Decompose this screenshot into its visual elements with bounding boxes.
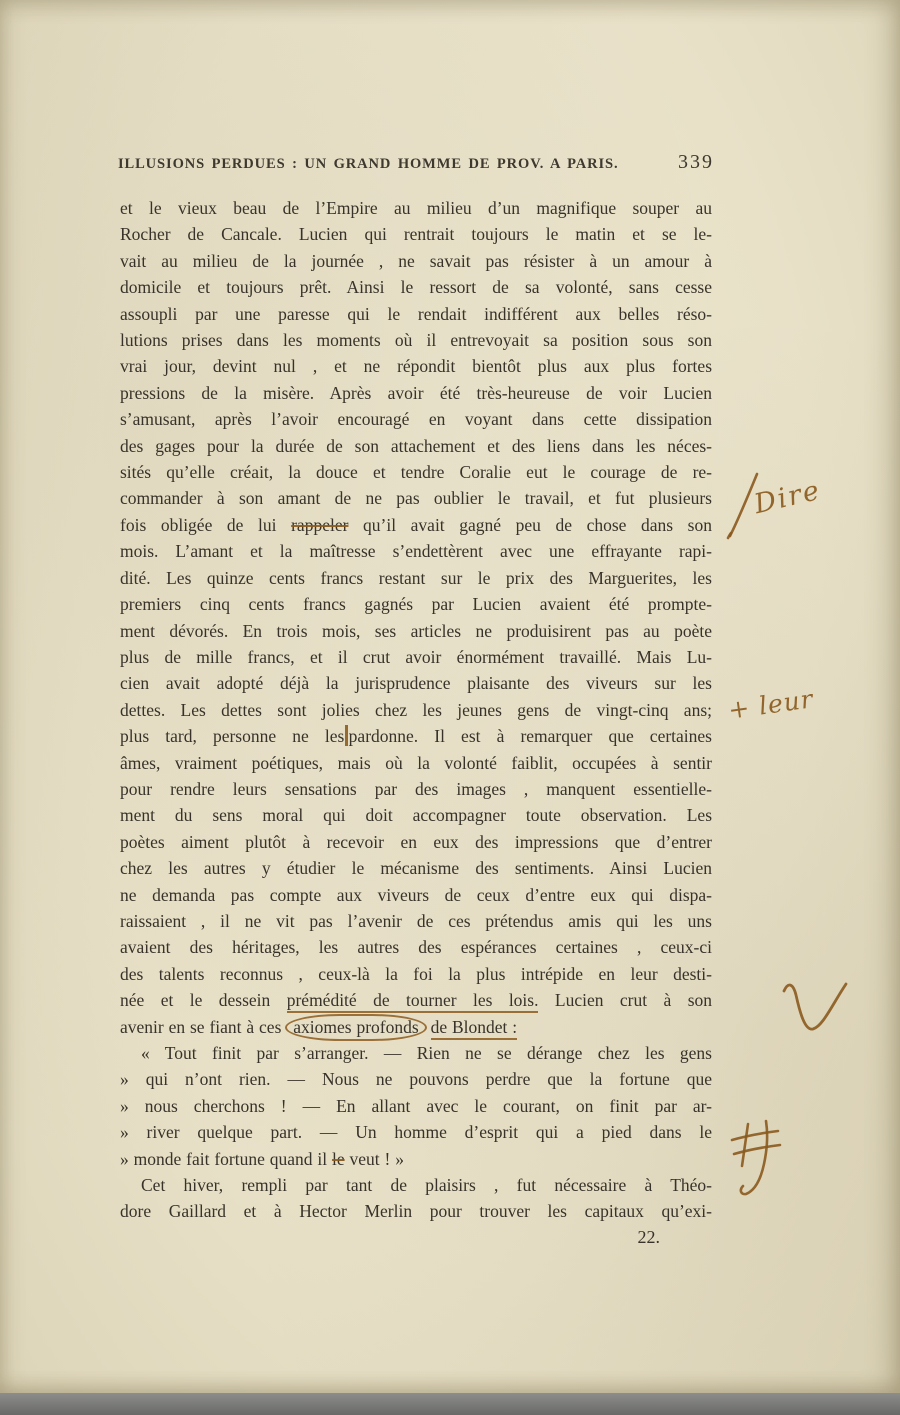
text-line [120, 1198, 712, 1224]
text-segment: Cet hiver, rempli par tant de plaisirs , fut nécessaire à Théo- [141, 1175, 712, 1196]
text-segment: vait au milieu de la journée , ne savait pas résister à un amour à [120, 250, 712, 271]
margin-annotation-correction [726, 468, 846, 543]
margin-annotation-dele [726, 1118, 794, 1200]
text-segment: Lucien crut à son [538, 990, 713, 1011]
text-segment: des gages pour la durée de son attachement et des liens dans les néces- [120, 435, 712, 456]
text-line [120, 485, 712, 511]
ink-mark-strike: rappeler [291, 514, 349, 535]
text-line [120, 723, 712, 749]
text-line [120, 670, 712, 696]
text-line [120, 750, 712, 776]
text-line [120, 1066, 712, 1092]
text-line [120, 512, 712, 538]
text-segment: pour rendre leurs sensations par des images , manquent essentielle- [120, 778, 712, 799]
handwritten-word-dire: Dire [751, 474, 824, 521]
text-line [120, 353, 712, 379]
ink-mark-caret [345, 725, 347, 746]
margin-annotation-check [780, 977, 855, 1047]
text-line [120, 1093, 712, 1119]
ink-mark-circle: axiomes profonds [285, 1014, 426, 1041]
text-line [120, 1146, 712, 1172]
text-line [120, 961, 712, 987]
text-segment: des talents reconnus , ceux-là la foi la plus intrépide en leur desti- [120, 963, 712, 984]
text-line [120, 908, 712, 934]
text-segment: » nous cherchons ! — En allant avec le courant, on finit par ar- [120, 1095, 712, 1116]
text-line [120, 248, 712, 274]
dele-mark-icon [726, 1118, 794, 1200]
text-segment: veut ! » [344, 1148, 404, 1169]
text-line [120, 697, 712, 723]
text-segment: poètes aiment plutôt à recevoir en eux des impressions que d’entrer [120, 831, 712, 852]
text-segment: » monde fait fortune quand il [120, 1148, 332, 1169]
running-head-title: ILLUSIONS PERDUES : UN GRAND HOMME DE PROV. A PARIS. [118, 156, 619, 172]
text-segment: ne demanda pas compte aux viveurs de ceux d’entre eux qui dispa- [120, 884, 712, 905]
check-mark-icon [780, 977, 855, 1047]
text-segment: » river quelque part. — Un homme d’esprit qui a pied dans le [120, 1122, 712, 1143]
text-segment: chez les autres y étudier le mécanisme des sentiments. Ainsi Lucien [120, 858, 712, 879]
text-line [120, 327, 712, 353]
text-line [120, 301, 712, 327]
text-line [120, 829, 712, 855]
text-segment [426, 1017, 431, 1037]
text-segment: assoupli par une paresse qui le rendait indifférent aux belles réso- [120, 303, 712, 324]
ink-mark-underline: prémédité de tourner les lois. [287, 990, 539, 1013]
text-segment: plus de mille francs, et il crut avoir énormément travaillé. Mais Lu- [120, 646, 712, 667]
text-segment: qu’il avait gagné peu de chose dans son [348, 514, 712, 535]
text-segment: pardonne. Il est à remarquer que certaines [348, 726, 712, 747]
running-head [118, 151, 714, 174]
text-segment: ment du sens moral qui doit accompagner toute observation. Les [120, 805, 712, 826]
body-text [120, 195, 712, 1225]
text-line [120, 802, 712, 828]
margin-annotation-insertion [726, 684, 838, 740]
text-line [120, 380, 712, 406]
handwritten-word-leur: + leur [726, 684, 816, 725]
paragraph [120, 1040, 712, 1172]
text-segment: domicile et toujours prêt. Ainsi le ressort de sa volonté, sans cesse [120, 277, 712, 298]
text-segment: lutions prises dans les moments où il entrevoyait sa position sous son [120, 330, 712, 351]
text-segment: commander à son amant de ne pas oublier le travail, et fut plusieurs [120, 488, 712, 509]
text-segment: mois. L’amant et la maîtresse s’endettèrent avec une effrayante rapi- [120, 541, 712, 562]
text-segment: cien avait adopté déjà la jurisprudence plaisante des viveurs sur les [120, 673, 712, 694]
text-segment: sités qu’elle créait, la douce et tendre Coralie eut le courage de re- [120, 462, 712, 483]
text-line [120, 1119, 712, 1145]
text-segment: Rocher de Cancale. Lucien qui rentrait toujours le matin et se le- [120, 224, 712, 245]
text-segment: premiers cinq cents francs gagnés par Lucien avaient été prompte- [120, 594, 712, 615]
text-segment: » qui n’ont rien. — Nous ne pouvons perdre que la fortune que [120, 1069, 712, 1090]
text-segment: dité. Les quinze cents francs restant sur le prix des Marguerites, les [120, 567, 712, 588]
text-segment: dettes. Les dettes sont jolies chez les jeunes gens de vingt-cinq ans; [120, 699, 712, 720]
text-line [120, 433, 712, 459]
text-line [120, 221, 712, 247]
text-segment: née et le dessein [120, 990, 287, 1011]
text-segment: ment dévorés. En trois mois, ses articles ne produisirent pas au poète [120, 620, 712, 641]
text-segment: raissaient , il ne vit pas l’avenir de ces prétendus amis qui les uns [120, 910, 712, 931]
text-line [120, 934, 712, 960]
text-line [120, 459, 712, 485]
text-line [120, 195, 712, 221]
text-line [120, 1040, 712, 1066]
text-line [120, 274, 712, 300]
text-segment: s’amusant, après l’avoir encouragé en voyant dans cette dissipation [120, 409, 712, 430]
text-segment: « Tout finit par s’arranger. — Rien ne se dérange chez les gens [141, 1043, 712, 1063]
ink-mark-strike: le [331, 1148, 345, 1169]
text-line [120, 987, 712, 1013]
text-segment: vrai jour, devint nul , et ne répondit bientôt plus aux plus fortes [120, 356, 712, 377]
text-line [120, 538, 712, 564]
text-segment: avenir en se fiant à ces [120, 1016, 287, 1037]
text-line [120, 618, 712, 644]
text-line [120, 855, 712, 881]
ink-mark-underline: de Blondet : [431, 1017, 518, 1040]
paragraph [120, 1172, 712, 1225]
text-line [120, 644, 712, 670]
text-segment: fois obligée de lui [120, 514, 292, 535]
page-number: 339 [678, 151, 714, 173]
printer-signature: 22. [637, 1227, 660, 1247]
text-segment: et le vieux beau de l’Empire au milieu d’un magnifique souper au [120, 198, 712, 218]
text-segment: pressions de la misère. Après avoir été très-heureuse de voir Lucien [120, 382, 712, 403]
paragraph [120, 195, 712, 1040]
text-line [120, 882, 712, 908]
text-segment: avaient des héritages, les autres des espérances certaines , ceux-ci [120, 937, 712, 958]
text-line [120, 776, 712, 802]
scanner-bed-strip [0, 1393, 900, 1415]
text-segment: dore Gaillard et à Hector Merlin pour trouver les capitaux qu’exi- [120, 1201, 712, 1222]
text-line [120, 591, 712, 617]
text-line [120, 1014, 712, 1040]
text-line [120, 406, 712, 432]
text-line [120, 565, 712, 591]
text-segment: plus tard, personne ne les [120, 726, 345, 747]
text-line [120, 1172, 712, 1198]
text-segment: âmes, vraiment poétiques, mais où la volonté faiblit, occupées à sentir [120, 752, 712, 773]
